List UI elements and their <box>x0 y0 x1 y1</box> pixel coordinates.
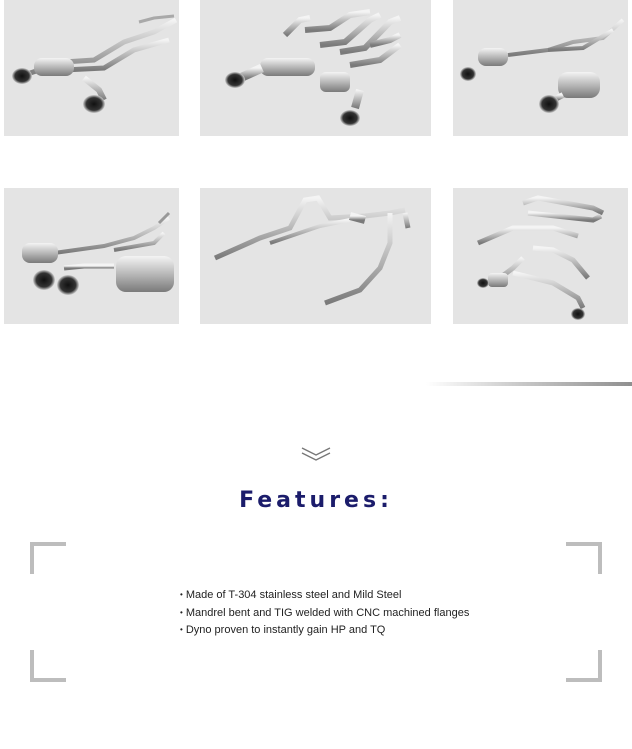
exhaust-system-image <box>4 188 179 324</box>
frame-corner-bottom-left <box>30 650 66 682</box>
product-image-5[interactable] <box>200 188 431 324</box>
exhaust-system-image <box>200 0 431 136</box>
exhaust-system-image <box>453 0 628 136</box>
bullet-icon: • <box>180 625 183 634</box>
product-image-3[interactable] <box>453 0 628 136</box>
section-divider <box>426 382 632 386</box>
features-list <box>180 587 469 640</box>
double-chevron-down-icon <box>300 445 332 463</box>
exhaust-system-image <box>453 188 628 324</box>
exhaust-system-image <box>200 188 431 324</box>
bullet-icon: • <box>180 590 183 599</box>
feature-item: • Dyno proven to instantly gain HP and TQ <box>180 624 386 636</box>
feature-item: • Made of T-304 stainless steel and Mild Steel <box>180 589 402 601</box>
frame-corner-top-left <box>30 542 66 574</box>
frame-corner-top-right <box>566 542 602 574</box>
product-image-6[interactable] <box>453 188 628 324</box>
features-title: Features: <box>239 488 393 513</box>
bullet-icon: • <box>180 607 183 617</box>
product-image-2[interactable] <box>200 0 431 136</box>
product-image-1[interactable] <box>4 0 179 136</box>
feature-item: • Mandrel bent and TIG welded with CNC machined flanges <box>180 606 470 619</box>
exhaust-system-image <box>4 0 179 136</box>
frame-corner-bottom-right <box>566 650 602 682</box>
product-image-4[interactable] <box>4 188 179 324</box>
